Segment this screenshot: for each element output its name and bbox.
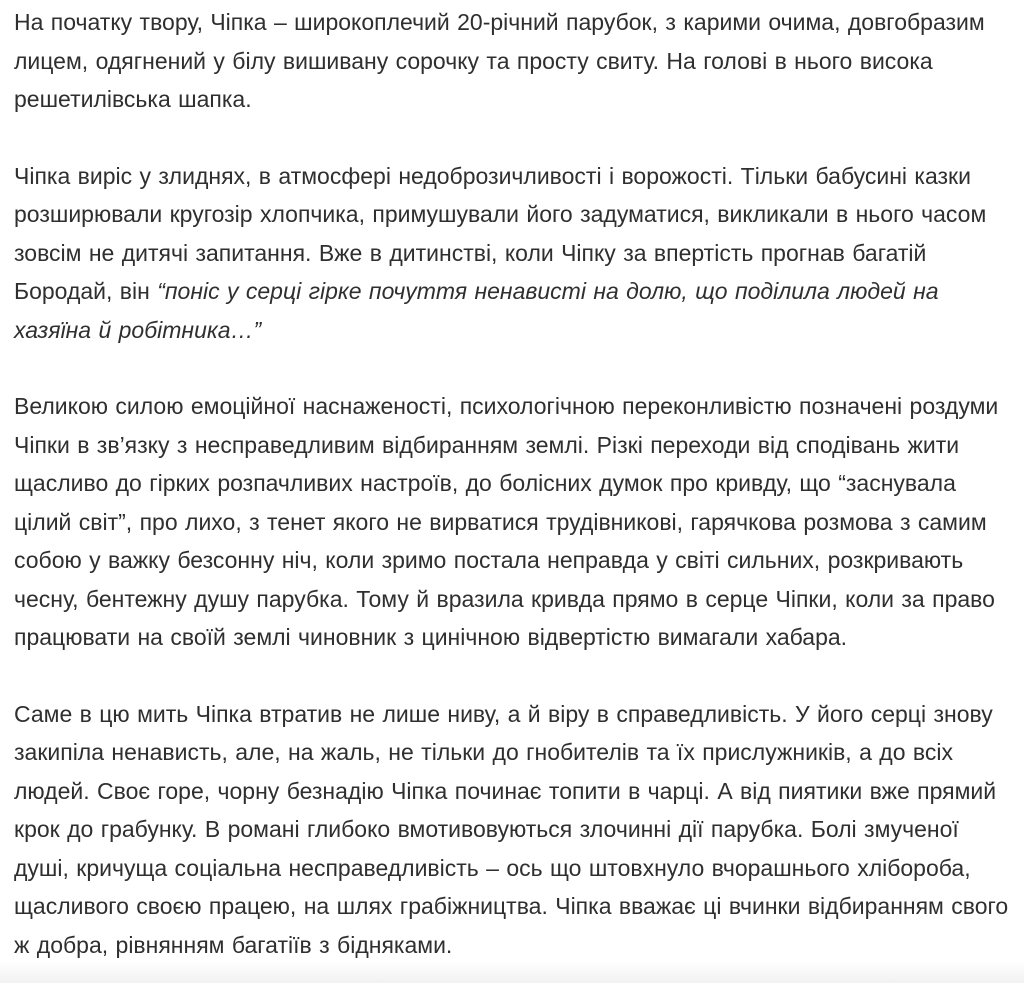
paragraph-2 [14,157,1014,350]
paragraph-1: На початку твору, Чіпка – широкоплечий 20-річний парубок, з карими очима, довгобразим лицем, одягнений у білу вишивану сорочку та просту свиту. На голові в нього висока решетилівська шапка. [14,9,985,112]
article-body [14,0,1014,1002]
paragraph-2-text: Чіпка виріс у злиднях, в атмосфері недоброзичливості і ворожості. Тільки бабусині казки розширювали кругозір хлопчика, примушували його задуматися, викликали в нього часом зовсім не дитячі запитання. Вже в дитинстві, коли Чіпку за впертість прогнав багатій Бородай, він [14,162,987,304]
paragraph-3: Великою силою емоційної наснаженості, психологічною переконливістю позначені роздуми Чіпки в зв’язку з несправедливим відбиранням землі. Різкі переходи від сподівань жити щасливо до гірких розпачливих настроїв, до болісних думок про кривду, що “заснувала цілий світ”, про лихо, з тенет якого не вирватися трудівникові, гарячкова розмова з самим собою у важку безсонну ніч, коли зримо постала неправда у світі сильних, розкривають чесну, бентежну душу парубка. Тому й вразила кривда прямо в серце Чіпки, коли за право працювати на своїй землі чиновник з цинічною відвертістю вимагали хабара. [14,393,999,650]
paragraph-4: Саме в цю мить Чіпка втратив не лише ниву, а й віру в справедливість. У його серці знову закипіла ненависть, але, на жаль, не тільки до гнобителів та їх прислужників, а до всіх людей. Своє горе, чорну безнадію Чіпка починає топити в чарці. А від пиятики вже прямий крок до грабунку. В романі глибоко вмотивовуються злочинні дії парубка. Болі змученої душі, кричуща соціальна несправедливість – ось що штовхнуло вчорашнього хлібороба, щасливого своєю працею, на шлях грабіжництва. Чіпка вважає ці вчинки відбиранням свого ж добра, рівнянням багатіїв з бідняками. [14,700,1009,958]
paragraph-2-quote: “поніс у серці гірке почуття ненависті на долю, що поділила людей на хазяїна й робітника…” [14,278,939,343]
